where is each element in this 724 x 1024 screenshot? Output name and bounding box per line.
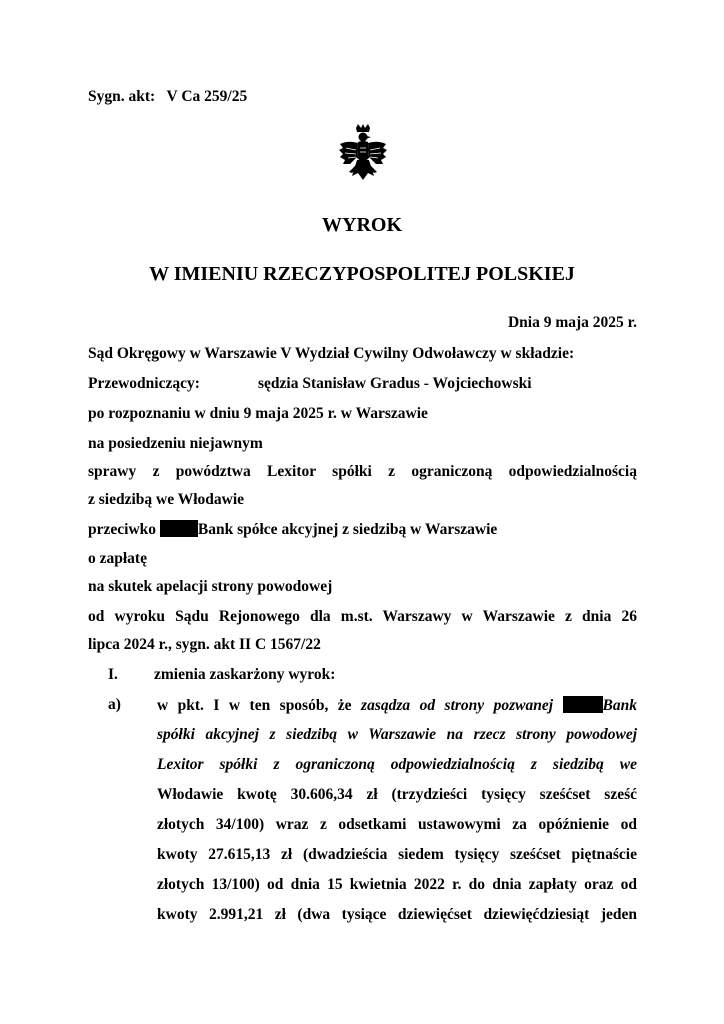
against-prefix: przeciwko xyxy=(88,521,157,538)
case-line-1: sprawy z powództwa Lexitor spółki z ograniczoną odpowiedzialnością xyxy=(88,463,637,480)
judgment-line-2: lipca 2024 r., sygn. akt II C 1567/22 xyxy=(88,636,321,653)
subpoint-line: Włodawie kwotę 30.606,34 zł (trzydzieści tysięcy sześćset sześć xyxy=(157,786,637,803)
subpoint-marker: a) xyxy=(108,696,121,713)
subpoint-line: złotych 34/100) wraz z odsetkami ustawowymi za opóźnienie od xyxy=(157,816,637,833)
subpoint-line-1-italic: zasądza od strony pozwanej xyxy=(361,697,554,714)
chair-label: Przewodniczący: xyxy=(88,375,200,392)
court-composition-line: Sąd Okręgowy w Warszawie V Wydział Cywilny Odwoławczy w składzie: xyxy=(88,345,575,362)
subpoint-line-1-bank: Bank xyxy=(602,697,637,714)
subpoint-line: spółki akcyjnej z siedzibą w Warszawie na rzecz strony powodowej xyxy=(157,726,637,743)
judgment-line-1: od wyroku Sądu Rejonowego dla m.st. Warszawy w Warszawie z dnia 26 xyxy=(88,608,637,625)
redaction-bar xyxy=(160,520,198,537)
hearing-line: po rozpoznaniu w dniu 9 maja 2025 r. w Warszawie xyxy=(88,405,428,422)
subpoint-line: Lexitor spółki z ograniczoną odpowiedzialnością z siedzibą we xyxy=(157,756,637,773)
defendant-line xyxy=(88,520,497,539)
chair-name: sędzia Stanisław Gradus - Wojciechowski xyxy=(258,375,532,392)
subpoint-line: kwoty 2.991,21 zł (dwa tysiące dziewięćset dziewięćdziesiąt jeden xyxy=(157,906,637,923)
case-signature xyxy=(88,88,247,106)
polish-eagle-emblem-icon xyxy=(338,124,388,194)
defendant-name: Bank spółce akcyjnej z siedzibą w Warszawie xyxy=(197,521,498,538)
subpoint-line-1 xyxy=(157,696,637,715)
case-signature-value: V Ca 259/25 xyxy=(166,88,248,105)
document-title: WYROK xyxy=(322,214,402,236)
redaction-bar xyxy=(563,696,603,713)
subpoint-line-1-normal: w pkt. I w ten sposób, że xyxy=(157,697,362,714)
subpoint-line: kwoty 27.615,13 zł (dwadzieścia siedem tysięcy sześćset piętnaście xyxy=(157,846,637,863)
point-text: zmienia zaskarżony wyrok: xyxy=(154,666,336,683)
case-signature-label: Sygn. akt: xyxy=(88,88,156,105)
appeal-line: na skutek apelacji strony powodowej xyxy=(88,578,333,595)
point-marker: I. xyxy=(108,666,118,683)
judgment-date: Dnia 9 maja 2025 r. xyxy=(507,314,637,331)
case-line-2: z siedzibą we Włodawie xyxy=(88,491,244,508)
session-line: na posiedzeniu niejawnym xyxy=(88,435,263,452)
subpoint-line: złotych 13/100) od dnia 15 kwietnia 2022 r. do dnia zapłaty oraz od xyxy=(157,876,637,893)
subject-line: o zapłatę xyxy=(88,550,147,567)
document-subtitle: W IMIENIU RZECZYPOSPOLITEJ POLSKIEJ xyxy=(149,263,575,285)
